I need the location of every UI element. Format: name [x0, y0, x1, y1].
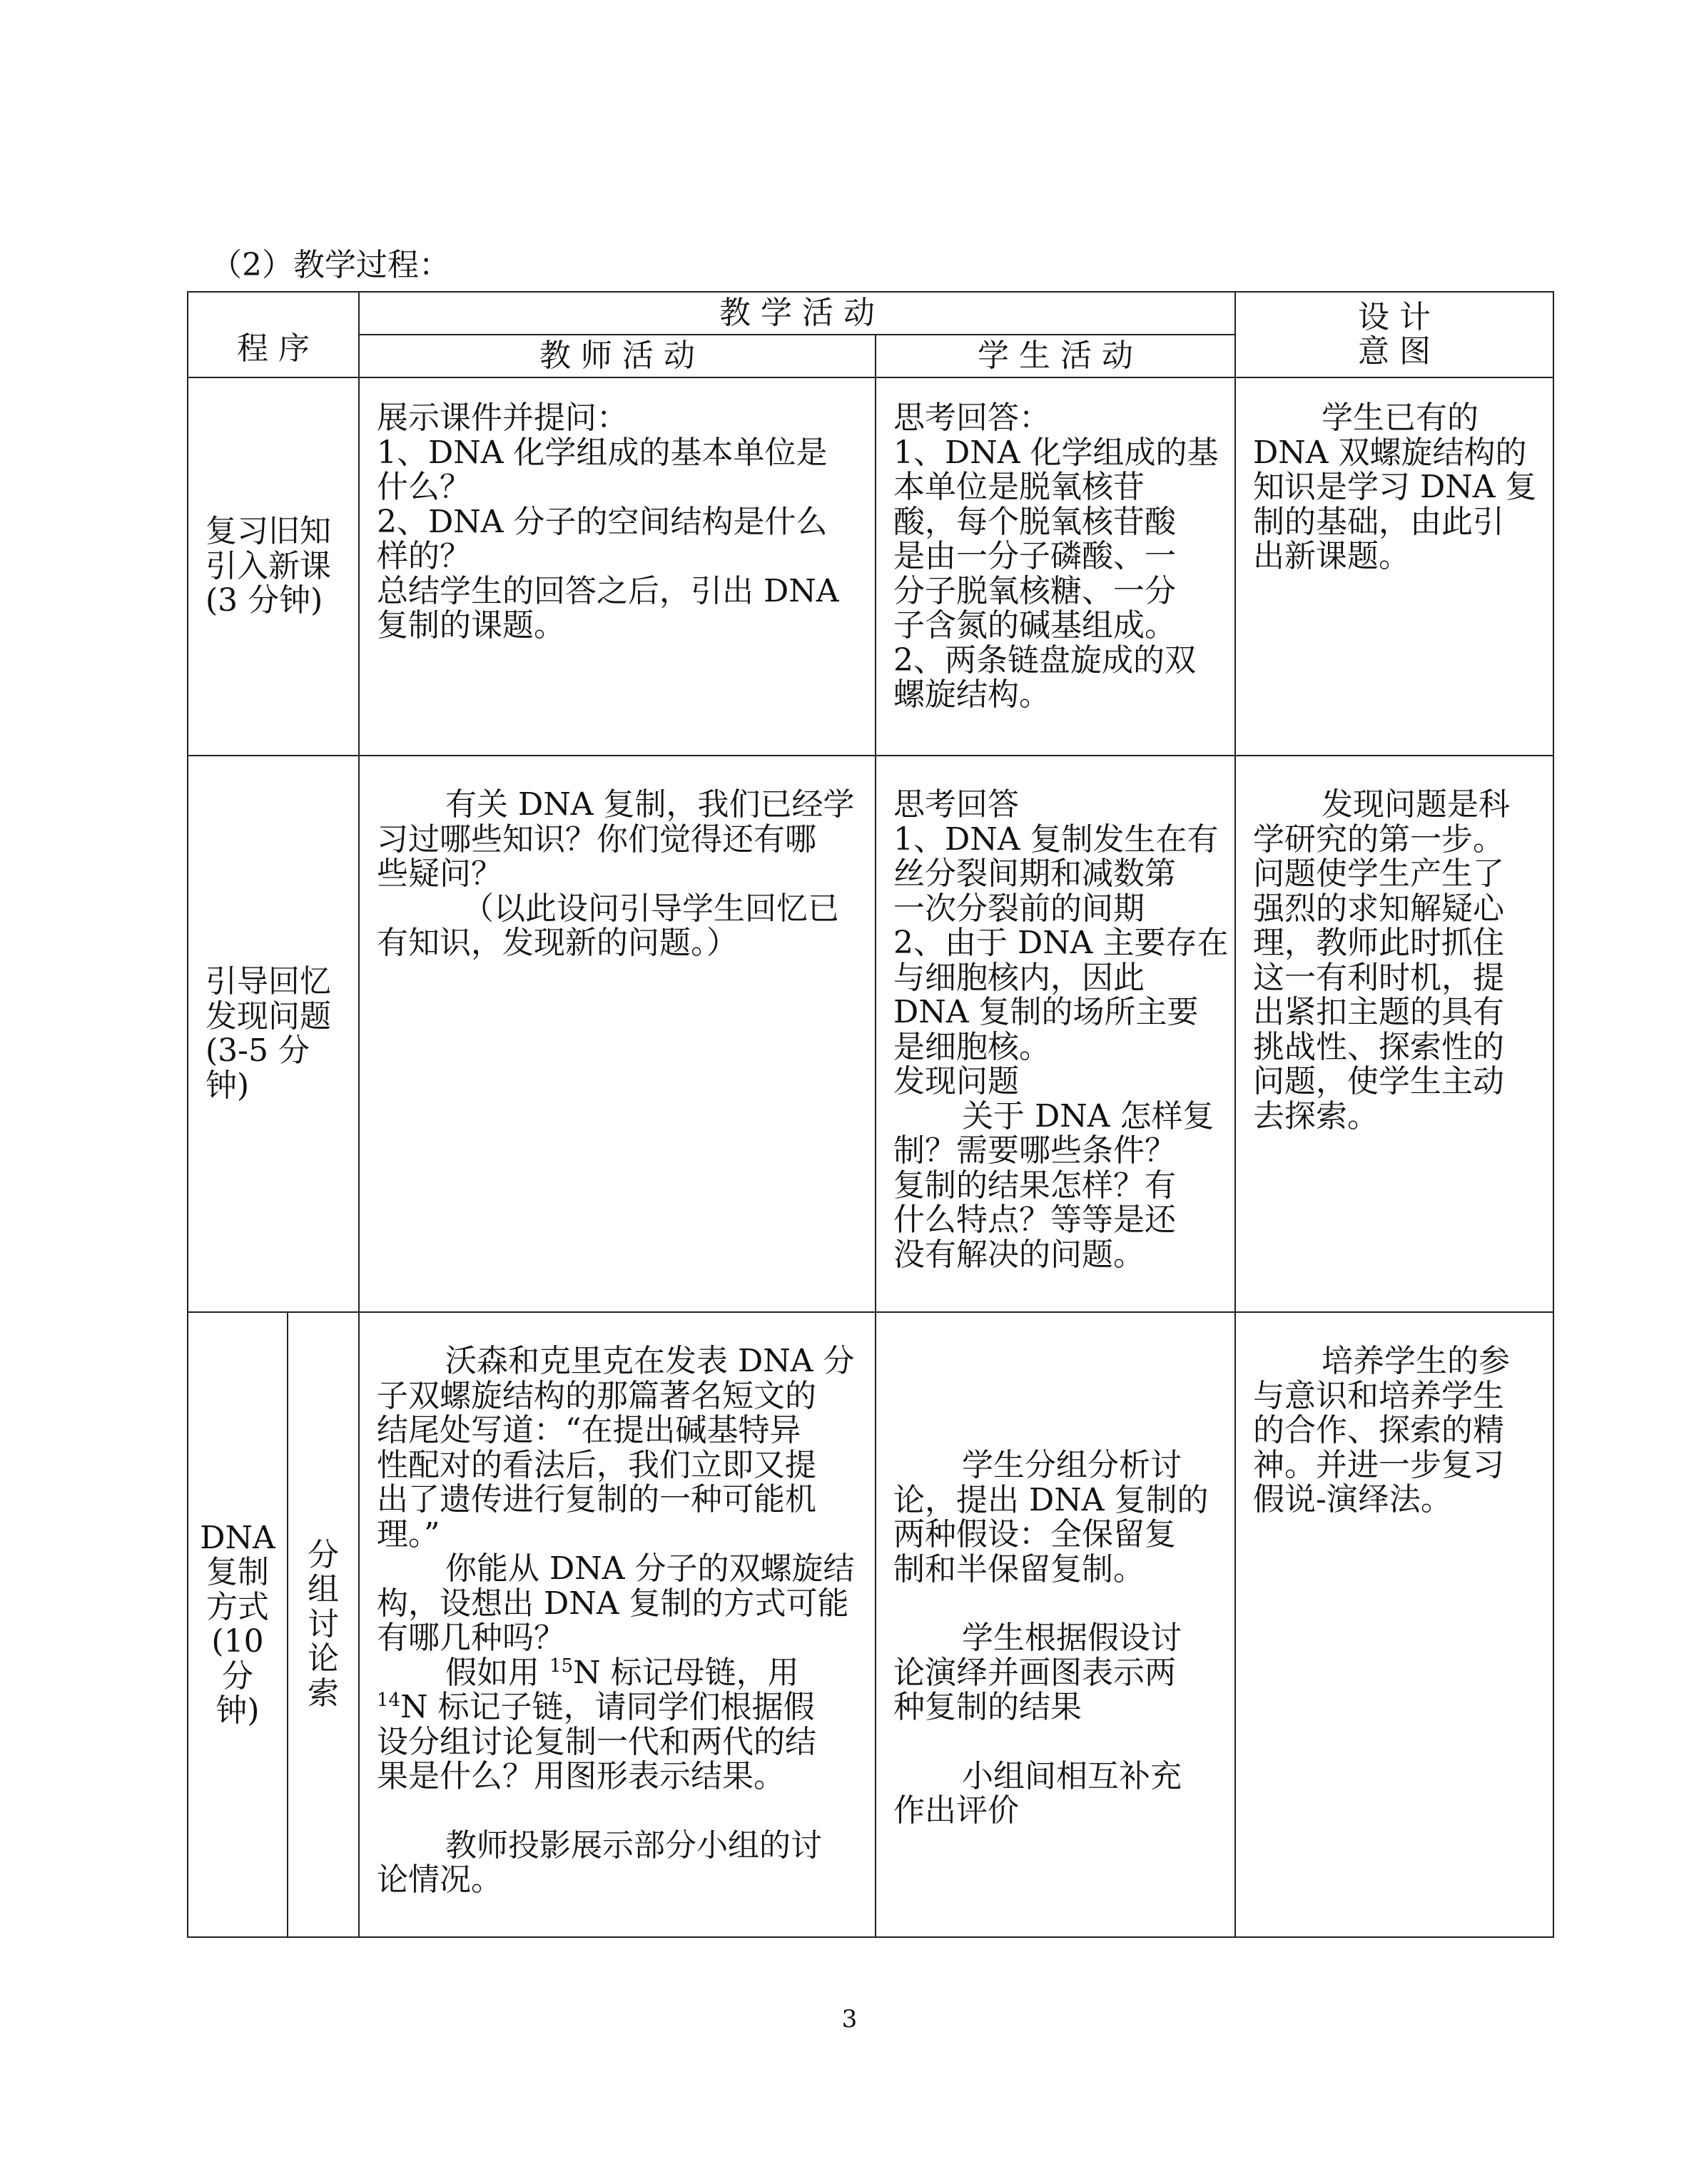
design-intent-cell: 学生已有的 DNA 双螺旋结构的 知识是学习 DNA 复 制的基础，由此引 出新课题。 [1235, 377, 1553, 756]
table-row [188, 1312, 1553, 1937]
teacher-activity-cell: 有关 DNA 复制，我们已经学 习过哪些知识？你们觉得还有哪 些疑问？ （以此设问引导学生回忆已 有知识，发现新的问题。） [359, 756, 876, 1312]
header-design-intent: 设 计 意 图 [1235, 292, 1553, 377]
procedure-cell: DNA 复制 方式 (10 分 钟) [188, 1312, 288, 1937]
hypothesis-line-2: $^{14}$N 标记子链，请同学们根据假 [377, 1689, 815, 1725]
hypothesis-line-1: 假如用 $^{15}$N 标记母链，用 [445, 1654, 799, 1691]
header-procedure: 程 序 [188, 292, 359, 377]
header-student-activity: 学 生 活 动 [876, 335, 1235, 377]
table-row [188, 377, 1553, 756]
header-teacher-activity: 教 师 活 动 [359, 335, 876, 377]
student-activity-cell: 思考回答 1、DNA 复制发生在有 丝分裂间期和减数第 一次分裂前的间期 2、由于 DNA 主要存在 与细胞核内，因此 DNA 复制的场所主要 是细胞核。 发现问题 关于 DNA 怎样复 制？需要哪些条件？ 复制的结果怎样？有 什么特点？等等是还 没有解决的问题。 [876, 756, 1235, 1312]
design-intent-cell: 培养学生的参 与意识和培养学生 的合作、探索的精 神。并进一步复习 假说-演绎法。 [1235, 1312, 1553, 1937]
teacher-activity-cell: 沃森和克里克在发表 DNA 分 子双螺旋结构的那篇著名短文的 结尾处写道：“在提出碱基特异 性配对的看法后，我们立即又提 出了遗传进行复制的一种可能机 理。” 你能从 DNA 分子的双螺旋结 构，设想出 DNA 复制的方式可能 有哪几种吗？ 假如用 $^{15}$N 标记母链，用 $^{14}$N 标记子链，请同学们根据假 设分组讨论复制一代和两代的结 果是什么？用图形表示结果。 教师投影展示部分小组的讨 论情况。 [359, 1312, 876, 1937]
procedure-cell: 复习旧知 引入新课 (3 分钟) [188, 377, 359, 756]
page-number: 3 [841, 2005, 858, 2033]
procedure-cell: 引导回忆 发现问题 (3-5 分 钟) [188, 756, 359, 1312]
design-intent-cell: 发现问题是科 学研究的第一步。 问题使学生产生了 强烈的求知解疑心 理，教师此时抓住 这一有利时机，提 出紧扣主题的具有 挑战性、探索性的 问题，使学生主动 去探索。 [1235, 756, 1553, 1312]
table-row [188, 756, 1553, 1312]
section-heading: （2）教学过程： [211, 247, 450, 283]
teaching-process-table [187, 291, 1554, 1938]
student-activity-cell: 学生分组分析讨 论，提出 DNA 复制的 两种假设：全保留复 制和半保留复制。 学生根据假设讨 论演绎并画图表示两 种复制的结果 小组间相互补充 作出评价 [876, 1312, 1235, 1937]
header-teaching-activity: 教 学 活 动 [359, 292, 1235, 335]
sub-procedure-cell: 分 组 讨 论 索 [288, 1312, 359, 1937]
student-activity-cell: 思考回答： 1、DNA 化学组成的基 本单位是脱氧核苷 酸，每个脱氧核苷酸 是由一分子磷酸、一 分子脱氧核糖、一分 子含氮的碱基组成。 2、两条链盘旋成的双 螺旋结构。 [876, 377, 1235, 756]
teacher-activity-cell: 展示课件并提问： 1、DNA 化学组成的基本单位是 什么？ 2、DNA 分子的空间结构是什么 样的？ 总结学生的回答之后，引出 DNA 复制的课题。 [359, 377, 876, 756]
